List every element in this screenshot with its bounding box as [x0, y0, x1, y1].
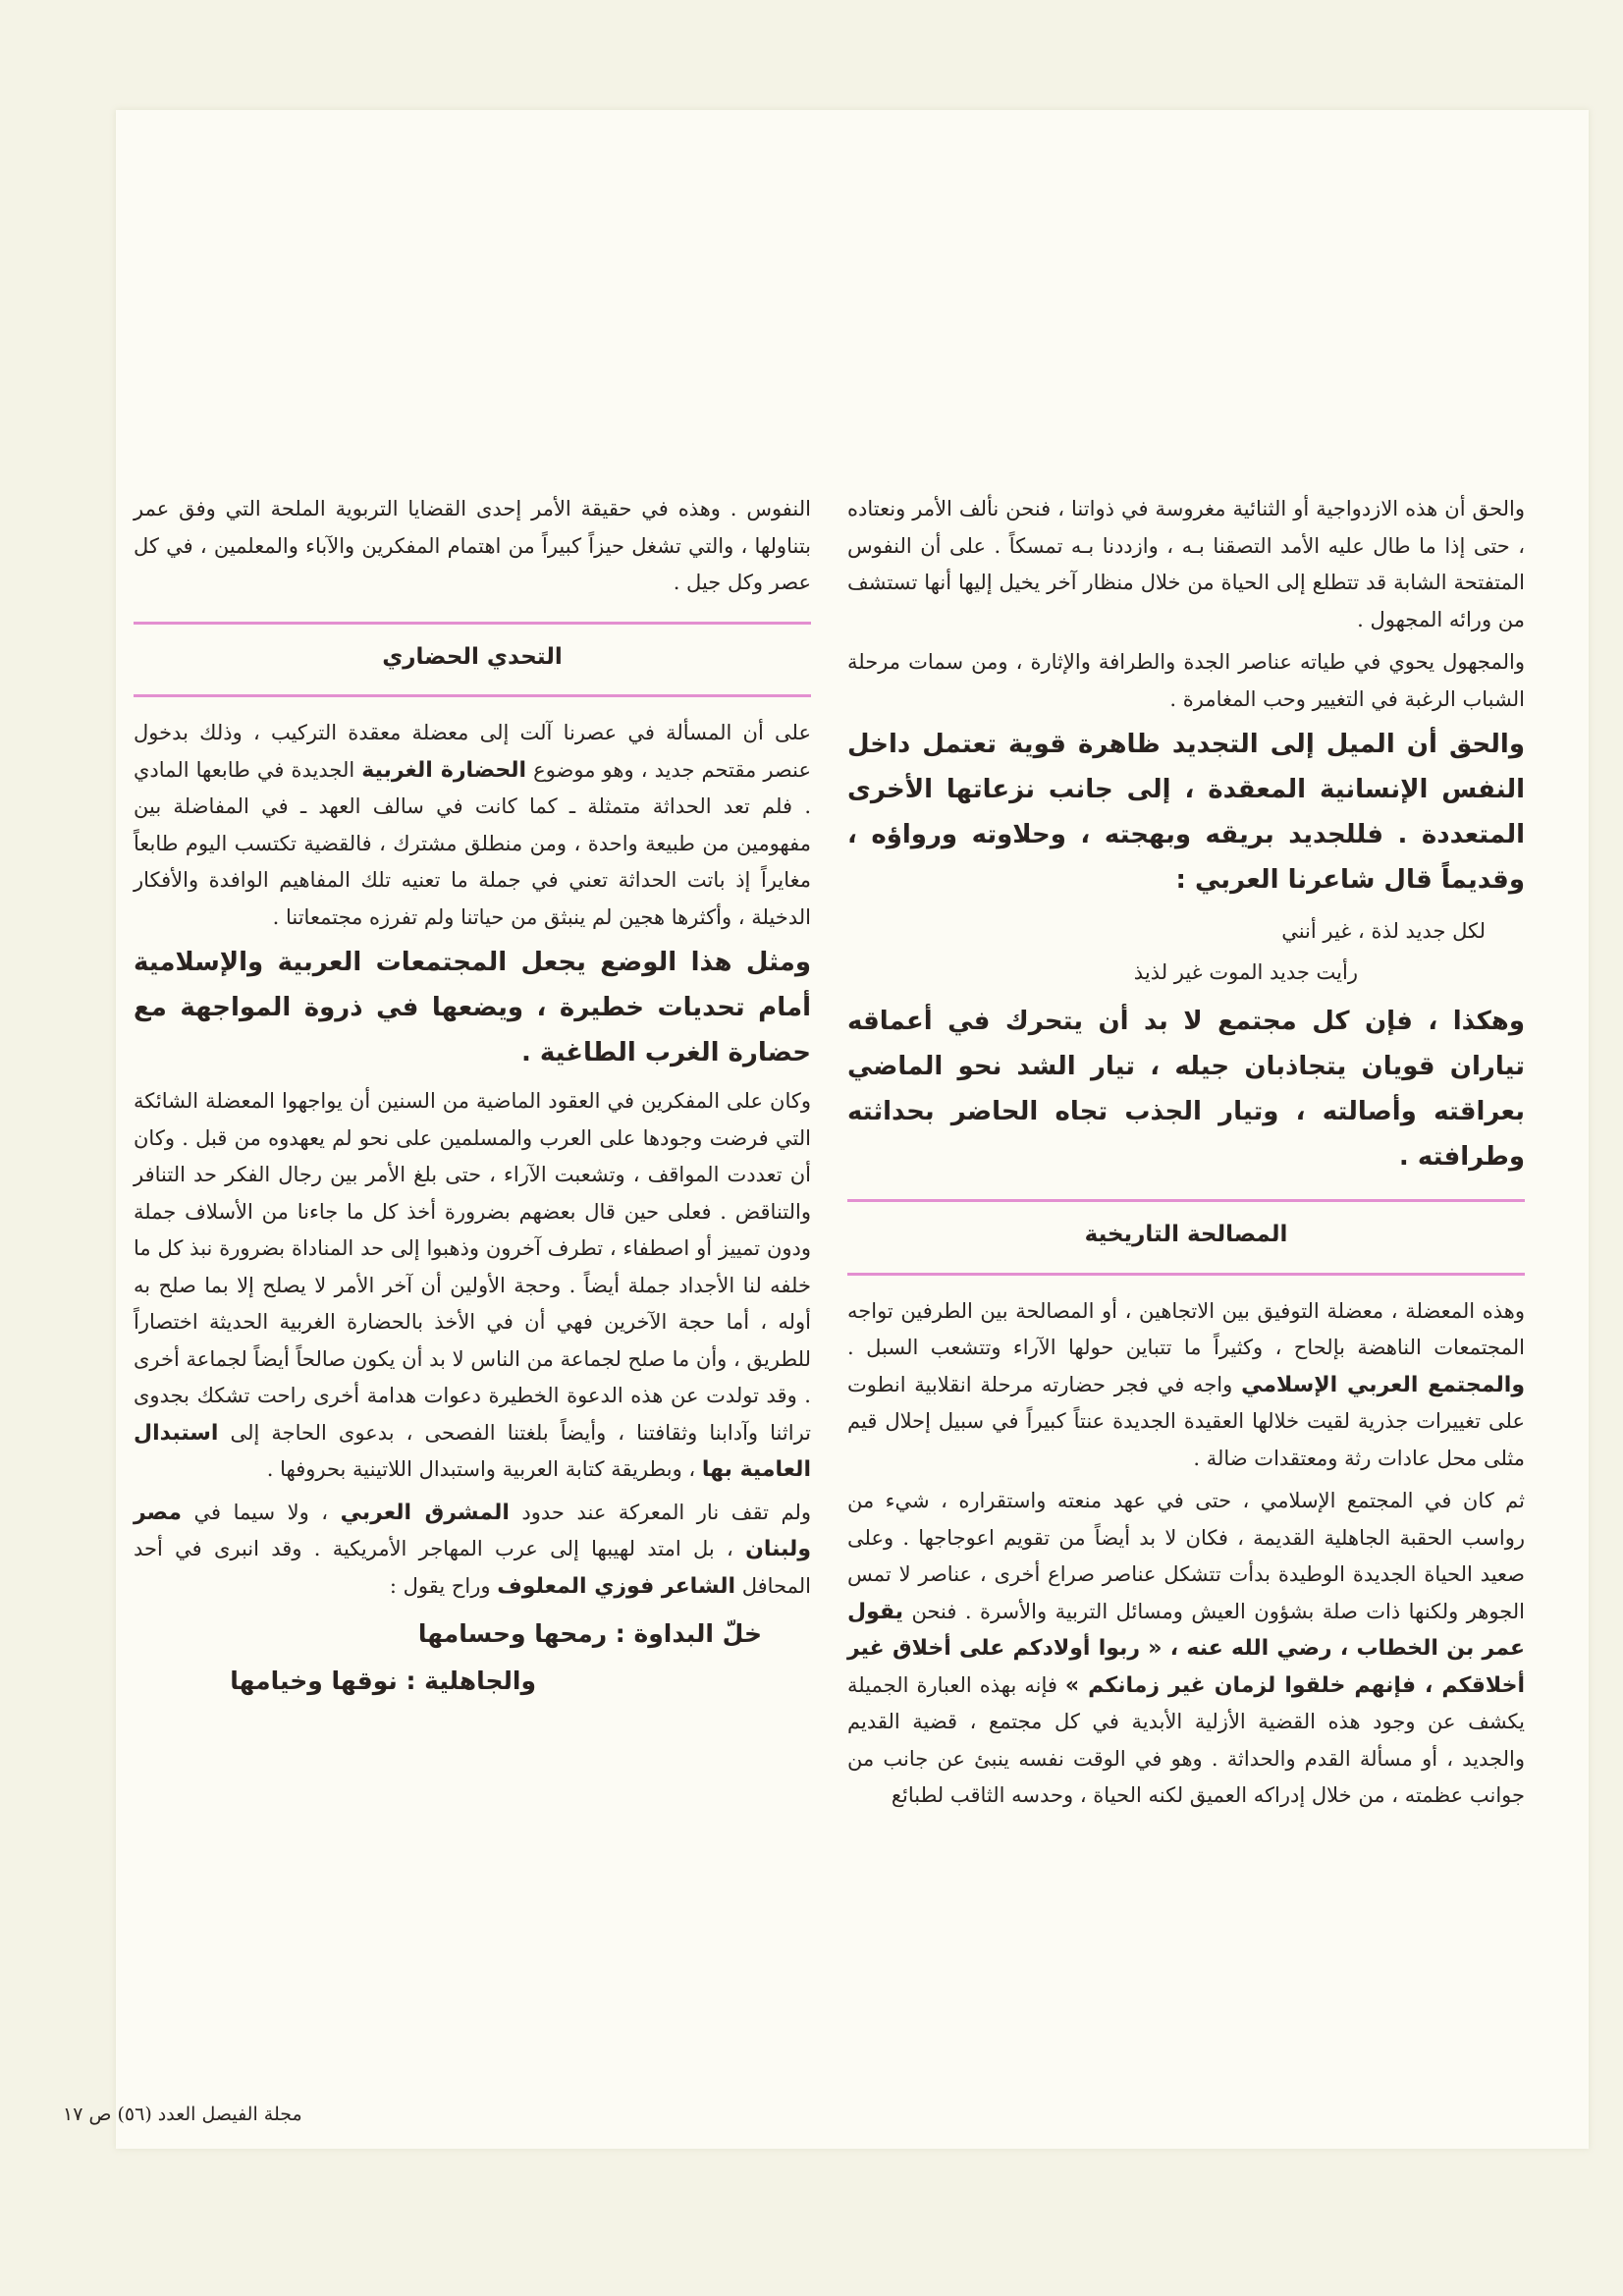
section-heading [134, 622, 811, 698]
right-column [847, 491, 1525, 1815]
verse-line: والجاهلية : نوقها وخيامها [230, 1667, 536, 1695]
paragraph: على أن المسألة في عصرنا آلت إلى معضلة معقدة التركيب ، وذلك بدخول عنصر مقتحم جديد ، وهو موضوع الحضارة الغربية الجديدة في طابعها المادي . فلم تعد الحداثة متمثلة ـ كما كانت في سالف العهد ـ في المفاضلة بين مفهومين من طبيعة واحدة ، ومن منطلق مشترك ، فالقضية تكتسب اليوم طابعاً مغايراً إذ باتت الحداثة تعني في جملة ما تعنيه تلك المفاهيم الوافدة والأفكار الدخيلة ، وأكثرها هجين لم ينبثق من حياتنا ولم تفرزه مجتمعاتنا . [134, 721, 812, 929]
poem-verse [134, 1611, 811, 1705]
lead-paragraph: والحق أن الميل إلى التجديد ظاهرة قوية تعتمل داخل النفس الإنسانية المعقدة ، إلى جانب نزعاتها الأخرى المتعددة . فللجديد بريقه وبهجته ، وحلاوته ورواؤه ، وقديماً قال شاعرنا العربي : [847, 730, 1525, 895]
lead-paragraph: وهكذا ، فإن كل مجتمع لا بد أن يتحرك في أعماقه تياران قويان يتجاذبان جيله ، تيار الشد نحو الماضي بعراقته وأصالته ، وتيار الجذب تجاه الحاضر بحداثته وطرافته . [847, 1007, 1525, 1172]
verse-line: لكل جديد لذة ، غير أنني [1281, 919, 1486, 943]
poem-verse [847, 910, 1525, 993]
section-heading-text: التحدي الحضاري [382, 643, 563, 670]
paragraph: ثم كان في المجتمع الإسلامي ، حتى في عهد منعته واستقراره ، شيء من رواسب الحقبة الجاهلية القديمة ، فكان لا بد أيضاً من تقويم اعوجاجها . وعلى صعيد الحياة الجديدة الوطيدة بدأت تتشكل عناصر صراع أخرى ، عناصر لا تمس الجوهر ولكنها ذات صلة بشؤون العيش ومسائل التربية والأسرة . فنحن يقول عمر بن الخطاب ، رضي الله عنه ، « ربوا أولادكم على أخلاق غير أخلاقكم ، فإنهم خلقوا لزمان غير زمانكم » فإنه بهذه العبارة الجميلة يكشف عن وجود هذه القضية الأزلية الأبدية في كل مجتمع ، قضية القديم والجديد ، أو مسألة القدم والحداثة . وهو في الوقت نفسه ينبئ عن جانب من جوانب عظمته ، من خلال إدراكه العميق لكنه الحياة ، وحدسه الثاقب لطبائع [847, 1489, 1525, 1807]
paragraph: والحق أن هذه الازدواجية أو الثنائية مغروسة في ذواتنا ، فنحن نألف الأمر ونعتاده ، حتى إذا ما طال عليه الأمد التصقنا بـه ، وازددنا بـه تمسكاً . على أن النفوس المتفتحة الشابة قد تتطلع إلى الحياة من خلال منظار آخر يخيل إليها أنها تستشف من ورائه المجهول . [847, 497, 1525, 631]
lead-paragraph: ومثل هذا الوضع يجعل المجتمعات العربية والإسلامية أمام تحديات خطيرة ، ويضعها في ذروة المواجهة مع حضارة الغرب الطاغية . [134, 948, 811, 1067]
verse-line: خلّ البداوة : رمحها وحسامها [417, 1619, 762, 1648]
verse-line: رأيت جديد الموت غير لذيذ [1133, 960, 1358, 984]
page-footer: مجلة الفيصل العدد (٥٦) ص ١٧ [63, 2104, 302, 2125]
paragraph: النفوس . وهذه في حقيقة الأمر إحدى القضايا التربوية الملحة التي وفق عمر بتناولها ، والتي تشغل حيزاً كبيراً من اهتمام المفكرين والآباء والمعلمين ، في كل عصر وكل جيل . [134, 497, 811, 594]
paragraph: والمجهول يحوي في طياته عناصر الجدة والطرافة والإثارة ، ومن سمات مرحلة الشباب الرغبة في التغيير وحب المغامرة . [847, 650, 1525, 711]
section-heading-text: المصالحة التاريخية [1084, 1222, 1288, 1247]
left-column [134, 491, 811, 1705]
paragraph: وكان على المفكرين في العقود الماضية من السنين أن يواجهوا المعضلة الشائكة التي فرضت وجودها على العرب والمسلمين على نحو لم يعهدوه من قبل . وكان أن تعددت المواقف ، وتشعبت الآراء ، حتى بلغ الأمر بين رجال الفكر حد التنافر والتناقض . فعلى حين قال بعضهم بضرورة أخذ كل ما جاءنا من الأسلاف جملة ودون تمييز أو اصطفاء ، تطرف آخرون وذهبوا إلى حد المناداة بضرورة نبذ كل ما خلفه لنا الأجداد جملة أيضاً . وحجة الأولين أن آخر الأمر لا يصلح إلا بما صلح به أوله ، أما حجة الآخرين فهي أن في الأخذ بالحضارة الغربية الحديثة اختصاراً للطريق ، وأن ما صلح لجماعة من الناس لا بد أن يكون صالحاً أيضاً لجماعة أخرى . وقد تولدت عن هذه الدعوة الخطيرة دعوات هدامة أخرى راحت تشكك بجدوى تراثنا وآدابنا وثقافتنا ، وأيضاً بلغتنا الفصحى ، بدعوى الحاجة إلى استبدال العامية بها ، وبطريقة كتابة العربية واستبدال اللاتينية بحروفها . [134, 1089, 811, 1482]
section-heading [847, 1199, 1525, 1276]
paragraph: وهذه المعضلة ، معضلة التوفيق بين الاتجاهين ، أو المصالحة بين الطرفين تواجه المجتمعات الناهضة بإلحاح ، وكثيراً ما تتباين حولها الآراء وتتشعب السبل . والمجتمع العربي الإسلامي واجه في فجر حضارته مرحلة انقلابية انطوت على تغييرات جذرية لقيت خلالها العقيدة الجديدة عنتاً كبيراً في سبيل إحلال قيم مثلى محل عادات رثة ومعتقدات ضالة . [847, 1298, 1525, 1470]
paragraph: ولم تقف نار المعركة عند حدود المشرق العربي ، ولا سيما في مصر ولبنان ، بل امتد لهيبها إلى عرب المهاجر الأمريكية . وقد انبرى في أحد المحافل الشاعر فوزي المعلوف وراح يقول : [134, 1500, 811, 1599]
